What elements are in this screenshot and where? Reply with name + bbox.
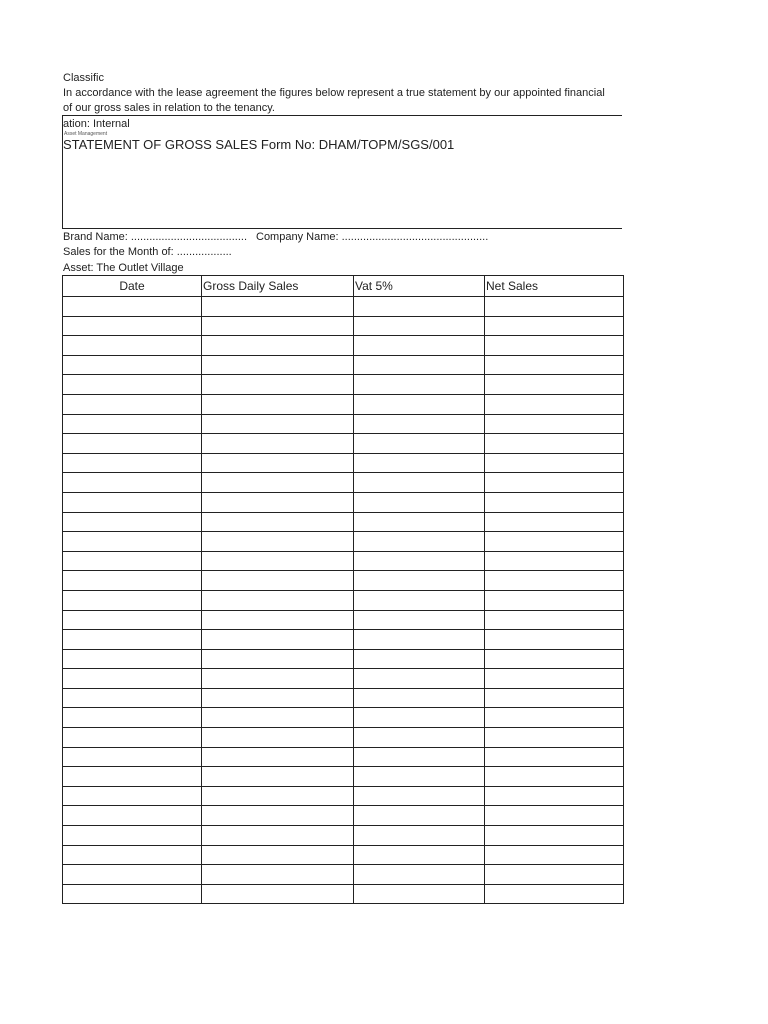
vat-cell[interactable] — [354, 767, 485, 787]
net-sales-cell[interactable] — [485, 708, 624, 728]
vat-cell[interactable] — [354, 394, 485, 414]
vat-cell[interactable] — [354, 453, 485, 473]
vat-cell[interactable] — [354, 806, 485, 826]
gross-daily-sales-cell[interactable] — [202, 532, 354, 552]
vat-cell[interactable] — [354, 884, 485, 904]
date-cell[interactable] — [63, 767, 202, 787]
vat-cell[interactable] — [354, 492, 485, 512]
date-cell[interactable] — [63, 551, 202, 571]
table-row — [63, 336, 624, 356]
gross-daily-sales-cell[interactable] — [202, 473, 354, 493]
date-cell[interactable] — [63, 747, 202, 767]
table-row — [63, 865, 624, 885]
table-row — [63, 708, 624, 728]
department-label: Asset Management — [64, 131, 108, 137]
table-row — [63, 571, 624, 591]
table-row — [63, 316, 624, 336]
vat-cell[interactable] — [354, 355, 485, 375]
table-row — [63, 806, 624, 826]
date-cell[interactable] — [63, 649, 202, 669]
date-cell[interactable] — [63, 786, 202, 806]
vat-cell[interactable] — [354, 826, 485, 846]
form-box-left-border — [62, 115, 63, 228]
net-sales-cell[interactable] — [485, 884, 624, 904]
date-cell[interactable] — [63, 532, 202, 552]
net-sales-cell[interactable] — [485, 434, 624, 454]
vat-cell[interactable] — [354, 845, 485, 865]
net-sales-cell[interactable] — [485, 669, 624, 689]
gross-daily-sales-cell[interactable] — [202, 728, 354, 748]
vat-cell[interactable] — [354, 473, 485, 493]
net-sales-cell[interactable] — [485, 630, 624, 650]
net-sales-cell[interactable] — [485, 473, 624, 493]
gross-daily-sales-cell[interactable] — [202, 414, 354, 434]
date-cell[interactable] — [63, 453, 202, 473]
table-row — [63, 630, 624, 650]
table-row — [63, 473, 624, 493]
table-row — [63, 688, 624, 708]
intro-line-2: of our gross sales in relation to the tenancy. — [63, 102, 275, 114]
gross-daily-sales-cell[interactable] — [202, 590, 354, 610]
date-cell[interactable] — [63, 845, 202, 865]
net-sales-cell[interactable] — [485, 297, 624, 317]
date-cell[interactable] — [63, 865, 202, 885]
net-sales-cell[interactable] — [485, 826, 624, 846]
gross-daily-sales-cell[interactable] — [202, 630, 354, 650]
date-cell[interactable] — [63, 590, 202, 610]
date-cell[interactable] — [63, 434, 202, 454]
date-cell[interactable] — [63, 336, 202, 356]
gross-daily-sales-cell[interactable] — [202, 355, 354, 375]
table-row — [63, 884, 624, 904]
net-sales-cell[interactable] — [485, 492, 624, 512]
net-sales-cell[interactable] — [485, 375, 624, 395]
brand-name-field: Brand Name: ...................................... — [63, 231, 247, 243]
date-cell[interactable] — [63, 473, 202, 493]
gross-daily-sales-cell[interactable] — [202, 786, 354, 806]
date-cell[interactable] — [63, 630, 202, 650]
date-cell[interactable] — [63, 708, 202, 728]
column-header-vat: Vat 5% — [354, 276, 485, 297]
table-row — [63, 414, 624, 434]
table-header-row — [63, 276, 624, 297]
table-row — [63, 728, 624, 748]
net-sales-cell[interactable] — [485, 806, 624, 826]
date-cell[interactable] — [63, 492, 202, 512]
date-cell[interactable] — [63, 669, 202, 689]
date-cell[interactable] — [63, 688, 202, 708]
form-box-bottom-border — [62, 228, 622, 229]
gross-daily-sales-cell[interactable] — [202, 336, 354, 356]
gross-daily-sales-cell[interactable] — [202, 669, 354, 689]
net-sales-cell[interactable] — [485, 355, 624, 375]
table-row — [63, 610, 624, 630]
gross-daily-sales-cell[interactable] — [202, 826, 354, 846]
date-cell[interactable] — [63, 297, 202, 317]
date-cell[interactable] — [63, 355, 202, 375]
vat-cell[interactable] — [354, 512, 485, 532]
table-row — [63, 826, 624, 846]
net-sales-cell[interactable] — [485, 551, 624, 571]
gross-daily-sales-cell[interactable] — [202, 434, 354, 454]
form-box-top-border — [62, 115, 622, 116]
net-sales-cell[interactable] — [485, 532, 624, 552]
net-sales-cell[interactable] — [485, 512, 624, 532]
gross-daily-sales-cell[interactable] — [202, 512, 354, 532]
net-sales-cell[interactable] — [485, 728, 624, 748]
net-sales-cell[interactable] — [485, 865, 624, 885]
vat-cell[interactable] — [354, 786, 485, 806]
net-sales-cell[interactable] — [485, 414, 624, 434]
vat-cell[interactable] — [354, 630, 485, 650]
table-row — [63, 297, 624, 317]
gross-daily-sales-cell[interactable] — [202, 453, 354, 473]
vat-cell[interactable] — [354, 669, 485, 689]
asset-field: Asset: The Outlet Village — [63, 262, 184, 274]
gross-daily-sales-cell[interactable] — [202, 316, 354, 336]
vat-cell[interactable] — [354, 688, 485, 708]
vat-cell[interactable] — [354, 590, 485, 610]
date-cell[interactable] — [63, 375, 202, 395]
vat-cell[interactable] — [354, 336, 485, 356]
gross-daily-sales-cell[interactable] — [202, 708, 354, 728]
net-sales-cell[interactable] — [485, 336, 624, 356]
gross-daily-sales-cell[interactable] — [202, 649, 354, 669]
net-sales-cell[interactable] — [485, 394, 624, 414]
net-sales-cell[interactable] — [485, 688, 624, 708]
vat-cell[interactable] — [354, 434, 485, 454]
net-sales-cell[interactable] — [485, 453, 624, 473]
table-row — [63, 590, 624, 610]
column-header-net-sales: Net Sales — [485, 276, 624, 297]
table-row — [63, 845, 624, 865]
gross-daily-sales-cell[interactable] — [202, 571, 354, 591]
sales-table — [62, 275, 624, 904]
vat-cell[interactable] — [354, 728, 485, 748]
gross-daily-sales-cell[interactable] — [202, 394, 354, 414]
vat-cell[interactable] — [354, 532, 485, 552]
intro-line-1: In accordance with the lease agreement the figures below represent a true statement by our appointed financial — [63, 87, 605, 99]
net-sales-cell[interactable] — [485, 786, 624, 806]
vat-cell[interactable] — [354, 414, 485, 434]
table-row — [63, 551, 624, 571]
net-sales-cell[interactable] — [485, 649, 624, 669]
net-sales-cell[interactable] — [485, 590, 624, 610]
table-row — [63, 747, 624, 767]
gross-daily-sales-cell[interactable] — [202, 747, 354, 767]
gross-daily-sales-cell[interactable] — [202, 865, 354, 885]
column-header-gross-daily-sales: Gross Daily Sales — [202, 276, 354, 297]
company-name-field: Company Name: ................................................ — [256, 231, 489, 243]
vat-cell[interactable] — [354, 865, 485, 885]
date-cell[interactable] — [63, 316, 202, 336]
table-row — [63, 394, 624, 414]
date-cell[interactable] — [63, 610, 202, 630]
vat-cell[interactable] — [354, 375, 485, 395]
table-row — [63, 512, 624, 532]
column-header-date: Date — [63, 276, 202, 297]
vat-cell[interactable] — [354, 708, 485, 728]
gross-daily-sales-cell[interactable] — [202, 610, 354, 630]
net-sales-cell[interactable] — [485, 571, 624, 591]
table-row — [63, 767, 624, 787]
table-row — [63, 786, 624, 806]
table-row — [63, 375, 624, 395]
gross-daily-sales-cell[interactable] — [202, 688, 354, 708]
gross-daily-sales-cell[interactable] — [202, 767, 354, 787]
date-cell[interactable] — [63, 394, 202, 414]
table-row — [63, 649, 624, 669]
sales-month-field: Sales for the Month of: .................. — [63, 246, 232, 258]
vat-cell[interactable] — [354, 649, 485, 669]
date-cell[interactable] — [63, 884, 202, 904]
table-body — [63, 297, 624, 904]
vat-cell[interactable] — [354, 571, 485, 591]
table-row — [63, 492, 624, 512]
net-sales-cell[interactable] — [485, 610, 624, 630]
gross-daily-sales-cell[interactable] — [202, 551, 354, 571]
date-cell[interactable] — [63, 806, 202, 826]
gross-daily-sales-cell[interactable] — [202, 845, 354, 865]
net-sales-cell[interactable] — [485, 747, 624, 767]
table-row — [63, 453, 624, 473]
table-row — [63, 532, 624, 552]
gross-daily-sales-cell[interactable] — [202, 375, 354, 395]
date-cell[interactable] — [63, 414, 202, 434]
gross-daily-sales-cell[interactable] — [202, 492, 354, 512]
vat-cell[interactable] — [354, 316, 485, 336]
gross-daily-sales-cell[interactable] — [202, 884, 354, 904]
vat-cell[interactable] — [354, 551, 485, 571]
net-sales-cell[interactable] — [485, 845, 624, 865]
net-sales-cell[interactable] — [485, 767, 624, 787]
gross-daily-sales-cell[interactable] — [202, 297, 354, 317]
net-sales-cell[interactable] — [485, 316, 624, 336]
classification-label: ation: Internal — [63, 118, 130, 130]
vat-cell[interactable] — [354, 297, 485, 317]
gross-daily-sales-cell[interactable] — [202, 806, 354, 826]
table-row — [63, 355, 624, 375]
table-row — [63, 434, 624, 454]
vat-cell[interactable] — [354, 610, 485, 630]
date-cell[interactable] — [63, 571, 202, 591]
table-row — [63, 669, 624, 689]
date-cell[interactable] — [63, 512, 202, 532]
classification-fragment: Classific — [63, 72, 104, 84]
date-cell[interactable] — [63, 728, 202, 748]
vat-cell[interactable] — [354, 747, 485, 767]
date-cell[interactable] — [63, 826, 202, 846]
form-title: STATEMENT OF GROSS SALES Form No: DHAM/TOPM/SGS/001 — [63, 137, 455, 152]
